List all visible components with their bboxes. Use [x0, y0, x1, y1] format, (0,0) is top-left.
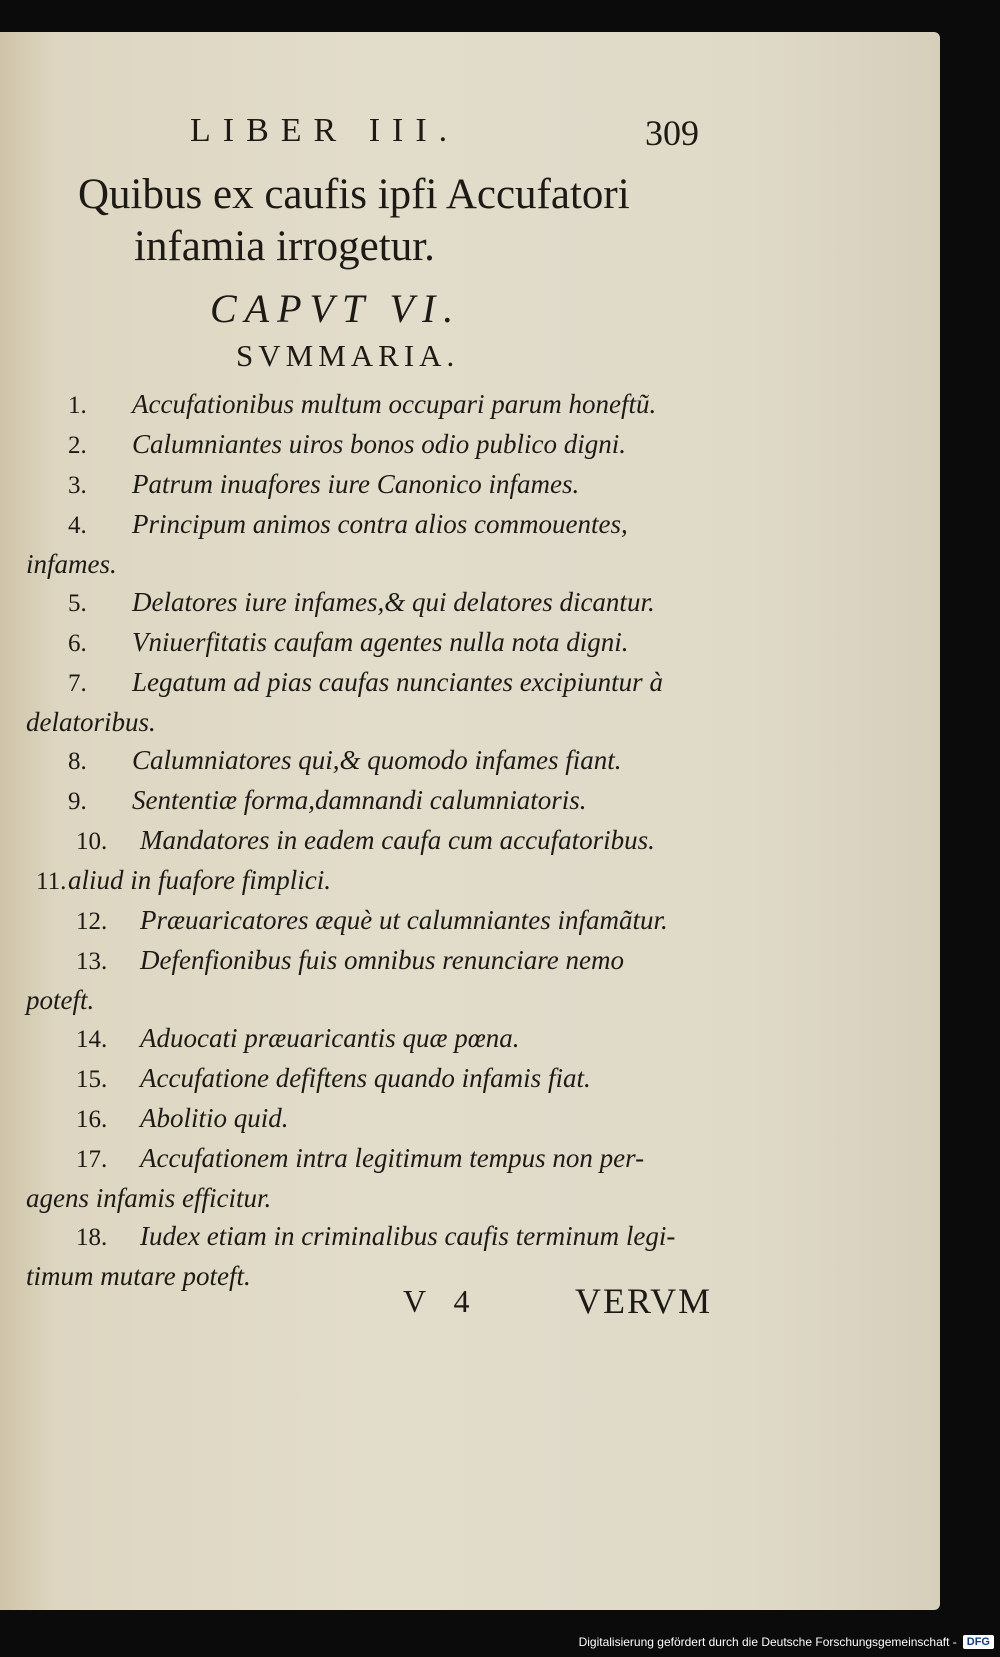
item-text: Patrum inuafores iure Canonico infames.: [132, 469, 580, 499]
summary-list: [26, 385, 710, 1295]
item-number: 7.: [68, 670, 87, 697]
item-text: Præuaricatores æquè ut calumniantes infamãtur.: [140, 905, 668, 935]
item-continuation: delatoribus.: [26, 707, 156, 737]
summary-item: [26, 941, 710, 1019]
item-number: 14.: [76, 1026, 108, 1053]
item-number: 5.: [68, 590, 87, 617]
item-continuation: infames.: [26, 549, 117, 579]
summary-heading: SVMMARIA.: [236, 338, 460, 373]
item-number: 11.: [36, 868, 67, 895]
summary-item: [26, 1139, 710, 1217]
chapter-title-line-2: infamia irrogetur.: [134, 223, 435, 270]
item-number: 13.: [76, 948, 108, 975]
summary-item: [26, 663, 710, 741]
chapter-heading: CAPVT VI.: [210, 286, 462, 331]
summary-item: [26, 781, 710, 821]
item-text: Principum animos contra alios commouentes,: [132, 509, 628, 539]
item-number: 17.: [76, 1146, 108, 1173]
item-text: Legatum ad pias caufas nunciantes excipiuntur à: [132, 667, 663, 697]
item-text: aliud in fuafore fimplici.: [68, 865, 331, 895]
item-continuation: poteft.: [26, 985, 95, 1015]
item-number: 4.: [68, 512, 87, 539]
item-text: Accufationem intra legitimum tempus non per-: [140, 1143, 645, 1173]
item-number: 1.: [68, 392, 87, 419]
item-text: Accufationibus multum occupari parum honeftũ.: [132, 389, 657, 419]
summary-item: [26, 1019, 710, 1059]
item-number: 18.: [76, 1224, 108, 1251]
item-text: Accufatione defiftens quando infamis fiat.: [140, 1063, 591, 1093]
page-number: 309: [645, 113, 699, 153]
item-text: Vniuerfitatis caufam agentes nulla nota digni.: [132, 627, 629, 657]
item-number: 2.: [68, 432, 87, 459]
summary-item: [26, 465, 710, 505]
summary-item: [26, 901, 710, 941]
catchword: VERVM: [575, 1281, 713, 1321]
summary-item: [26, 821, 710, 861]
item-number: 8.: [68, 748, 87, 775]
dfg-logo: DFG: [963, 1635, 994, 1649]
item-text: Iudex etiam in criminalibus caufis terminum legi-: [140, 1221, 676, 1251]
signature-mark: V 4: [403, 1283, 480, 1319]
summary-item: [26, 623, 710, 663]
item-number: 16.: [76, 1106, 108, 1133]
item-text: Mandatores in eadem caufa cum accufatoribus.: [140, 825, 655, 855]
item-text: Sententiæ forma,damnandi calumniatoris.: [132, 785, 587, 815]
item-continuation: timum mutare poteft.: [26, 1261, 251, 1291]
summary-item: [26, 1059, 710, 1099]
summary-item: [26, 505, 710, 583]
footer-credit: Digitalisierung gefördert durch die Deutsche Forschungsgemeinschaft -: [578, 1635, 957, 1649]
digitization-footer: [579, 1635, 994, 1649]
item-text: Defenfionibus fuis omnibus renunciare nemo: [140, 945, 624, 975]
chapter-title-line-1: Quibus ex caufis ipfi Accufatori: [78, 171, 630, 218]
item-text: Aduocati præuaricantis quæ pœna.: [140, 1023, 520, 1053]
summary-item: [26, 385, 710, 425]
item-number: 12.: [76, 908, 108, 935]
summary-item: [26, 583, 710, 623]
summary-item: [26, 1099, 710, 1139]
item-text: Delatores iure infames,& qui delatores dicantur.: [132, 587, 655, 617]
item-number: 10.: [76, 828, 108, 855]
running-title: LIBER III.: [190, 112, 460, 149]
item-number: 6.: [68, 630, 87, 657]
item-number: 3.: [68, 472, 87, 499]
item-number: 15.: [76, 1066, 108, 1093]
summary-item: [26, 741, 710, 781]
summary-item: [26, 425, 710, 465]
item-text: Calumniantes uiros bonos odio publico digni.: [132, 429, 627, 459]
item-text: Calumniatores qui,& quomodo infames fiant.: [132, 745, 622, 775]
summary-item: [26, 861, 710, 901]
item-continuation: agens infamis efficitur.: [26, 1183, 272, 1213]
item-number: 9.: [68, 788, 87, 815]
item-text: Abolitio quid.: [140, 1103, 289, 1133]
